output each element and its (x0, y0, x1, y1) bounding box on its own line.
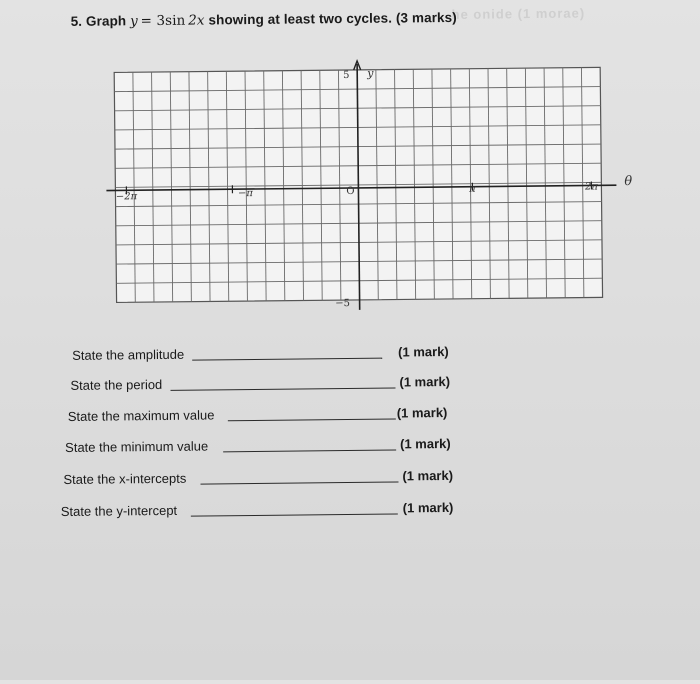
x-label-2pi: 2π (584, 181, 598, 192)
answer-row-marks: (1 mark) (398, 344, 449, 360)
answer-row-label: State the period (70, 377, 162, 393)
equation-fn: sin (165, 13, 185, 29)
equation-arg: 2x (188, 13, 205, 29)
question-marks: (3 marks) (396, 10, 457, 26)
x-label-neg-2pi: −2π (116, 191, 138, 202)
answer-row-marks: (1 mark) (397, 405, 448, 421)
x-axis-symbol: θ (624, 174, 632, 189)
answer-row-marks: (1 mark) (403, 500, 454, 516)
question-number: 5. (71, 14, 83, 29)
y-top-label: 5 (343, 70, 349, 81)
answer-row-label: State the x-intercepts (63, 471, 186, 487)
origin-label: O (346, 186, 354, 197)
answer-row-label: State the maximum value (68, 407, 215, 424)
x-label-pi: π (468, 184, 476, 195)
answer-row-label: State the amplitude (72, 347, 184, 363)
answer-row-marks: (1 mark) (400, 436, 451, 452)
equation-lhs: y (130, 13, 138, 29)
answer-row-marks: (1 mark) (402, 468, 453, 484)
answer-row-label: State the minimum value (65, 438, 208, 454)
x-label-neg-pi: −π (238, 188, 253, 199)
answer-row-label: State the y-intercept (61, 503, 177, 519)
bleed-through-text: he onide (1 morae) (452, 6, 586, 22)
equation-eq: = 3 (141, 13, 166, 29)
y-bottom-label: −5 (335, 298, 350, 309)
question-lead: Graph (86, 13, 126, 28)
y-axis-symbol: y (366, 67, 374, 80)
answer-row-marks: (1 mark) (399, 374, 450, 390)
question-instruction: showing at least two cycles. (208, 11, 392, 28)
